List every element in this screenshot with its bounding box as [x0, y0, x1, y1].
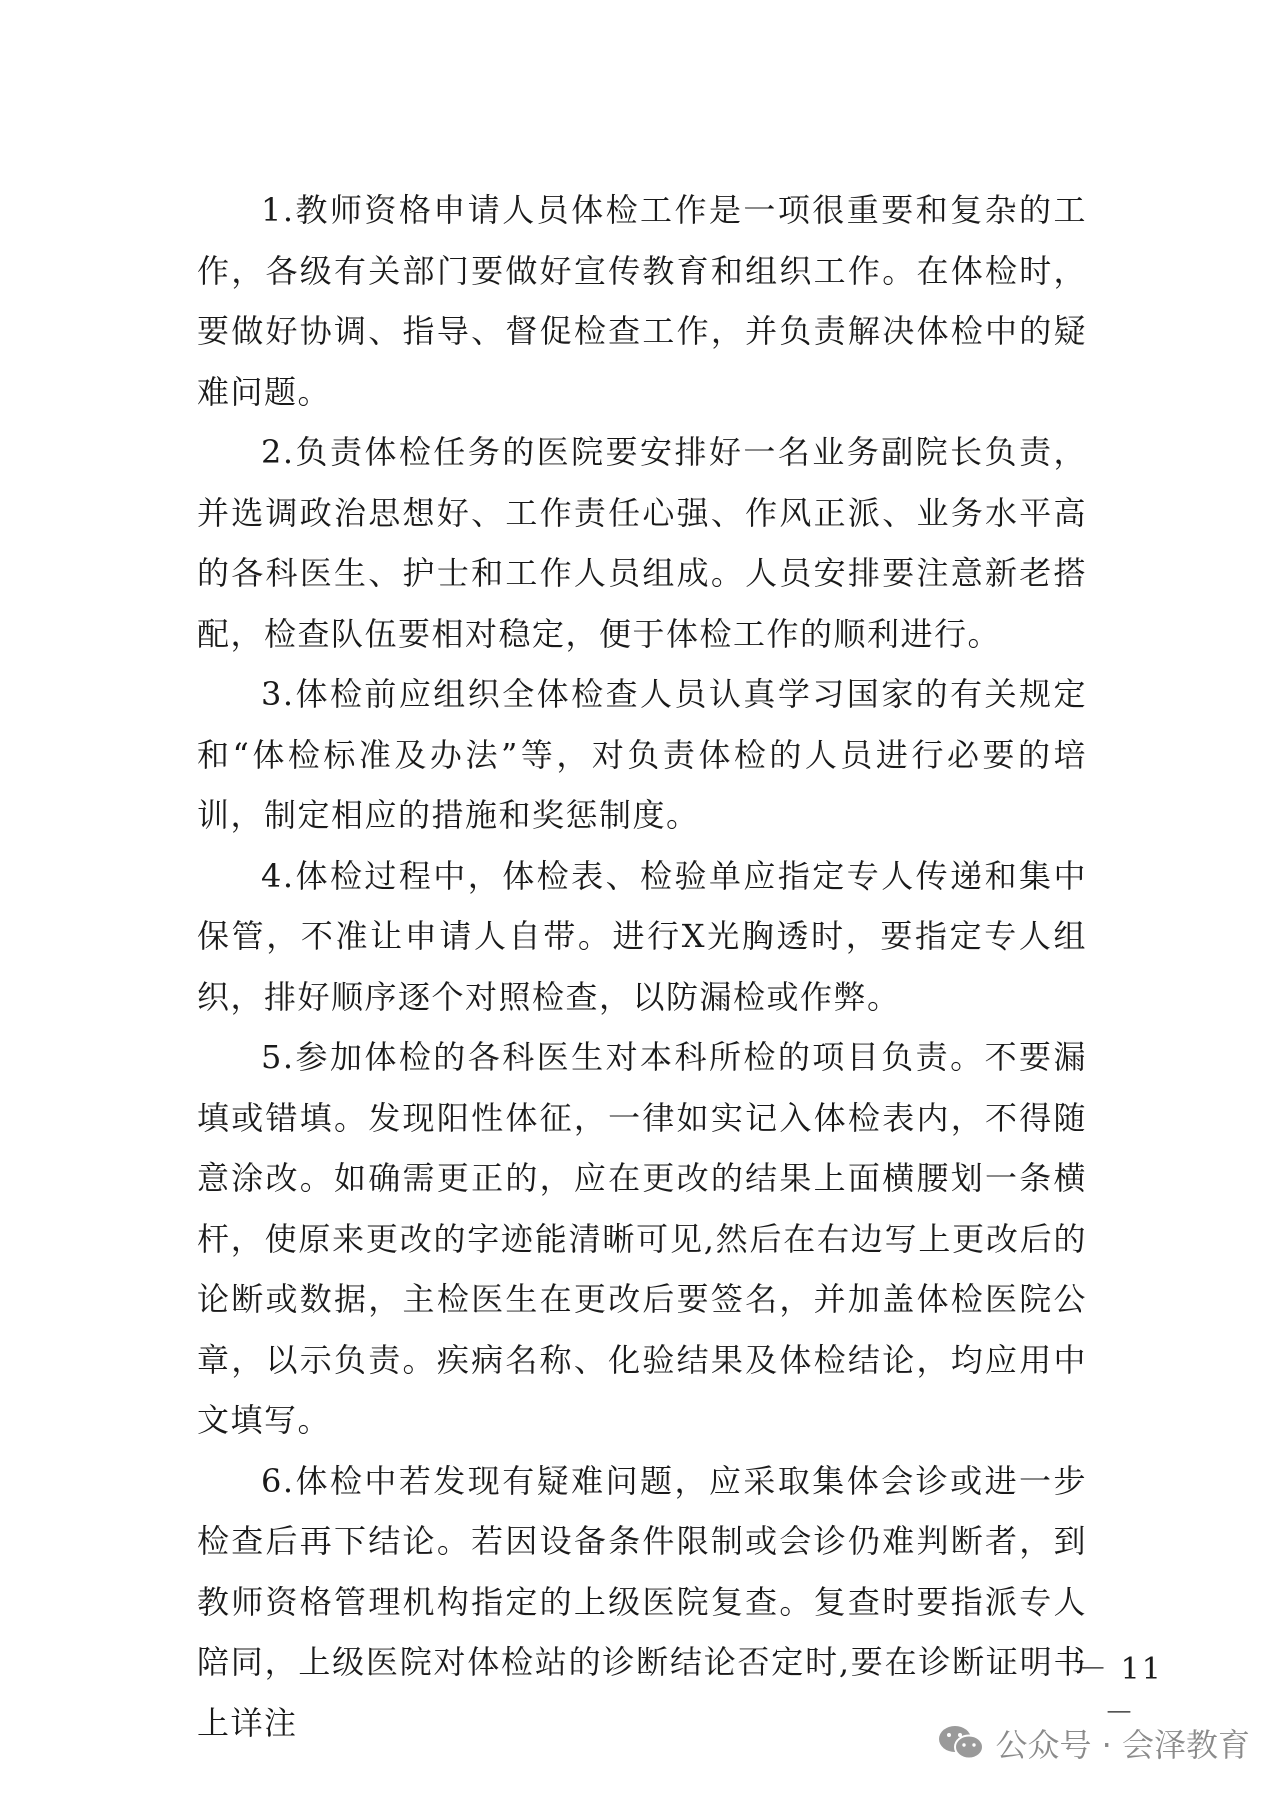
body-text — [197, 180, 1087, 1753]
paragraph-2: 2.负责体检任务的医院要安排好一名业务副院长负责，并选调政治思想好、工作责任心强、作风正派、业务水平高的各科医生、护士和工作人员组成。人员安排要注意新老搭配，检查队伍要相对稳定，便于体检工作的顺利进行。 — [197, 433, 1087, 653]
wechat-icon — [937, 1723, 985, 1763]
paragraph-3: 3.体检前应组织全体检查人员认真学习国家的有关规定和“体检标准及办法”等，对负责体检的人员进行必要的培训，制定相应的措施和奖惩制度。 — [197, 675, 1087, 834]
watermark — [937, 1720, 1250, 1766]
watermark-text: 公众号 · 会泽教育 — [995, 1726, 1250, 1764]
paragraph-4: 4.体检过程中，体检表、检验单应指定专人传递和集中保管，不准让申请人自带。进行X光胸透时，要指定专人组织，排好顺序逐个对照检查，以防漏检或作弊。 — [197, 856, 1087, 1016]
page-number: － 11 － — [1077, 1652, 1163, 1731]
paragraph-6: 6.体检中若发现有疑难问题，应采取集体会诊或进一步检查后再下结论。若因设备条件限制或会诊仍难判断者，到教师资格管理机构指定的上级医院复查。复查时要指派专人陪同，上级医院对体检站的诊断结论否定时,要在诊断证明书上详注 — [197, 1461, 1087, 1742]
paragraph-5: 5.参加体检的各科医生对本科所检的项目负责。不要漏填或错填。发现阳性体征，一律如实记入体检表内，不得随意涂改。如确需更正的，应在更改的结果上面横腰划一条横杆，使原来更改的字迹能清晰可见,然后在右边写上更改后的论断或数据，主检医生在更改后要签名，并加盖体检医院公章，以示负责。疾病名称、化验结果及体检结论，均应用中文填写。 — [197, 1038, 1087, 1439]
paragraph-1: 1.教师资格申请人员体检工作是一项很重要和复杂的工作，各级有关部门要做好宣传教育和组织工作。在体检时，要做好协调、指导、督促检查工作，并负责解决体检中的疑难问题。 — [197, 191, 1087, 411]
